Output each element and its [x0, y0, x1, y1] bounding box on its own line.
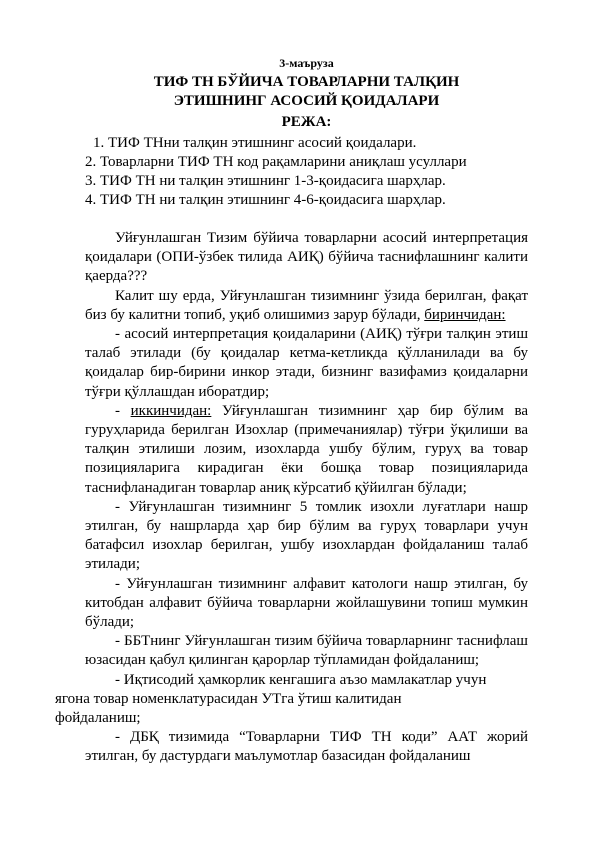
paragraph-8 — [55, 671, 528, 729]
plan-list — [85, 134, 528, 210]
plan-item-4: 4. ТИФ ТН ни талқин этишнинг 4-6-қоидасига шарҳлар. — [85, 192, 446, 208]
plan-item-3: 3. ТИФ ТН ни талқин этишнинг 1-3-қоидасига шарҳлар. — [85, 173, 446, 189]
paragraph-6: - Уйғунлашган тизимнинг алфавит катологи нашр этилган, бу китобдан алфавит бўйича товарларни жойлашувини топиш мумкин бўлади; — [85, 575, 528, 631]
paragraph-8-line-3: фойдаланиш; — [55, 710, 141, 727]
title-line-2: ЭТИШНИНГ АСОСИЙ ҚОИДАЛАРИ — [173, 93, 440, 109]
title-line-1: ТИФ ТН БЎЙИЧА ТОВАРЛАРНИ ТАЛҚИН — [153, 74, 460, 90]
document-title — [85, 73, 528, 111]
paragraph-1: Уйғунлашган Тизим бўйича товарларни асосий интерпретация қоидалари (ОПИ-ўзбек тилида АИҚ) бўйича таснифлашнинг калити қаерда??? — [85, 230, 528, 285]
paragraph-4-underlined: иккинчидан: — [130, 402, 212, 419]
paragraph-8-line-1: - Иқтисодий ҳамкорлик кенгашига аъзо мамлакатлар учун — [115, 671, 487, 688]
plan-heading: РЕЖА: — [281, 114, 332, 130]
lecture-number: 3-маъруза — [279, 56, 334, 70]
paragraph-2-underlined: биринчидан: — [424, 306, 506, 323]
plan-item-1: 1. ТИФ ТНни талқин этишнинг асосий қоидалари. — [93, 135, 417, 151]
paragraph-2 — [85, 287, 528, 325]
paragraph-2-text: Калит шу ерда, Уйғунлашган тизимнинг ўзида берилган, фақат биз бу калитни топиб, уқиб олишимиз зарур бўлади, — [85, 287, 528, 323]
paragraph-8-line-2: ягона товар номенклатурасидан УТга ўтиш калитидан — [55, 690, 402, 707]
paragraph-4-prefix: - — [115, 402, 131, 419]
document-page — [55, 50, 528, 767]
paragraph-5: - Уйғунлашган тизимнинг 5 томлик изохли луғатлари нашр этилган, бу нашрларда ҳар бир бўлим ва гуруҳ товарлари учун батафсил изохлар берилган, ушбу изохлардан фойдаланиш талаб этилади; — [85, 498, 528, 573]
paragraph-9: - ДБҚ тизимида “Товарларни ТИФ ТН коди” ААТ жорий этилган, бу дастурдаги маълумотлар базасидан фойдаланиш — [85, 729, 528, 765]
paragraph-3: - асосий интерпретация қоидаларини (АИҚ) тўғри талқин этиш талаб этилади (бу қоидалар кетма-кетликда қўлланилади ва бу қоидалар бир-бирини инкор этади, бизнинг вазифамиз қоидаларни тўғри қўллашдан иборатдир; — [85, 326, 528, 400]
blank-line — [85, 210, 528, 229]
paragraph-4-text: Уйғунлашган тизимнинг ҳар бир бўлим ва гуруҳларида берилган Изохлар (примечаниялар) тўғри ўқилиши ва талқин этилиши лозим, изохларда ушбу бўлим, гуруҳ ва товар позицияларига кирадиган ёки бошқа товар позицияларида таснифланадиган товарлар аниқ кўрсатиб қўйилган бўлади; — [85, 402, 528, 496]
paragraph-4 — [85, 402, 528, 498]
plan-item-2: 2. Товарларни ТИФ ТН код рақамларини аниқлаш усуллари — [85, 154, 467, 170]
paragraph-7: - ББТнинг Уйғунлашган тизим бўйича товарларнинг таснифлаш юзасидан қабул қилинган қарорлар тўпламидан фойдаланиш; — [85, 633, 528, 669]
